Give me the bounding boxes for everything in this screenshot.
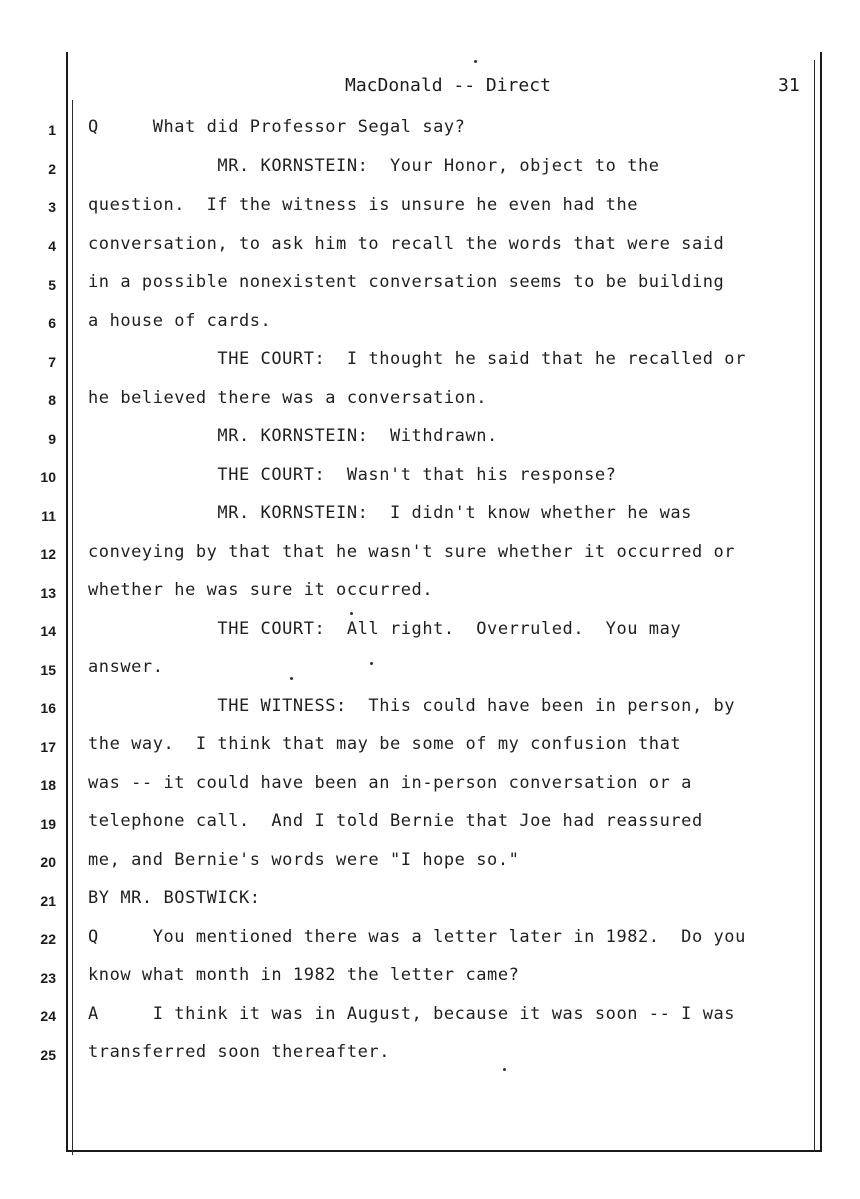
line-number: 22 xyxy=(40,931,56,947)
line-number: 11 xyxy=(41,508,56,524)
page-number: 31 xyxy=(778,75,800,96)
transcript-line: MR. KORNSTEIN: I didn't know whether he was xyxy=(88,503,692,523)
line-number: 20 xyxy=(40,854,56,870)
line-number: 16 xyxy=(40,700,56,716)
line-number: 18 xyxy=(40,777,56,793)
line-number: 4 xyxy=(48,238,56,254)
line-number: 3 xyxy=(48,199,56,215)
line-number-rule xyxy=(72,100,73,1155)
line-number: 21 xyxy=(40,893,56,909)
page-border xyxy=(66,52,822,1152)
transcript-line: conversation, to ask him to recall the words that were said xyxy=(88,234,725,254)
line-number: 2 xyxy=(48,161,56,177)
line-number: 9 xyxy=(48,431,56,447)
transcript-line: telephone call. And I told Bernie that Joe had reassured xyxy=(88,811,703,831)
transcript-line: BY MR. BOSTWICK: xyxy=(88,888,261,908)
line-number: 24 xyxy=(40,1008,56,1024)
scan-speck xyxy=(370,662,373,665)
transcript-line: transferred soon thereafter. xyxy=(88,1042,390,1062)
line-number: 6 xyxy=(48,315,56,331)
scan-speck xyxy=(290,677,293,680)
transcript-line: a house of cards. xyxy=(88,311,272,331)
transcript-line: THE WITNESS: This could have been in person, by xyxy=(88,696,736,716)
transcript-line: A I think it was in August, because it was soon -- I was xyxy=(88,1004,736,1024)
transcript-line: know what month in 1982 the letter came? xyxy=(88,965,520,985)
transcript-line: was -- it could have been an in-person conversation or a xyxy=(88,773,692,793)
transcript-line: THE COURT: All right. Overruled. You may xyxy=(88,619,682,639)
line-number: 19 xyxy=(40,816,56,832)
transcript-line: me, and Bernie's words were "I hope so." xyxy=(88,850,520,870)
line-number: 8 xyxy=(48,392,56,408)
transcript-line: MR. KORNSTEIN: Withdrawn. xyxy=(88,426,498,446)
line-number: 17 xyxy=(40,739,56,755)
transcript-line: in a possible nonexistent conversation seems to be building xyxy=(88,272,725,292)
transcript-line: MR. KORNSTEIN: Your Honor, object to the xyxy=(88,156,660,176)
line-number: 13 xyxy=(40,585,56,601)
transcript-line: Q What did Professor Segal say? xyxy=(88,117,466,137)
transcript-line: conveying by that that he wasn't sure whether it occurred or xyxy=(88,542,736,562)
transcript-line: Q You mentioned there was a letter later in 1982. Do you xyxy=(88,927,746,947)
scan-speck xyxy=(474,60,477,63)
line-number: 15 xyxy=(40,662,56,678)
line-number: 23 xyxy=(40,970,56,986)
transcript-line: THE COURT: I thought he said that he recalled or xyxy=(88,349,746,369)
transcript-line: the way. I think that may be some of my confusion that xyxy=(88,734,682,754)
line-number: 1 xyxy=(48,122,56,138)
line-number: 10 xyxy=(40,469,56,485)
line-number: 14 xyxy=(40,623,56,639)
scan-speck xyxy=(350,612,353,615)
transcript-line: THE COURT: Wasn't that his response? xyxy=(88,465,617,485)
scan-speck xyxy=(503,1068,506,1071)
transcript-line: question. If the witness is unsure he even had the xyxy=(88,195,639,215)
transcript-line: whether he was sure it occurred. xyxy=(88,580,434,600)
line-number: 12 xyxy=(40,546,56,562)
page-title: MacDonald -- Direct xyxy=(345,75,551,96)
transcript-line: he believed there was a conversation. xyxy=(88,388,488,408)
line-number: 25 xyxy=(40,1047,56,1063)
line-number: 7 xyxy=(48,354,56,370)
transcript-line: answer. xyxy=(88,657,164,677)
page-header xyxy=(0,75,860,99)
line-number: 5 xyxy=(48,277,56,293)
right-margin-rule xyxy=(814,60,815,1152)
